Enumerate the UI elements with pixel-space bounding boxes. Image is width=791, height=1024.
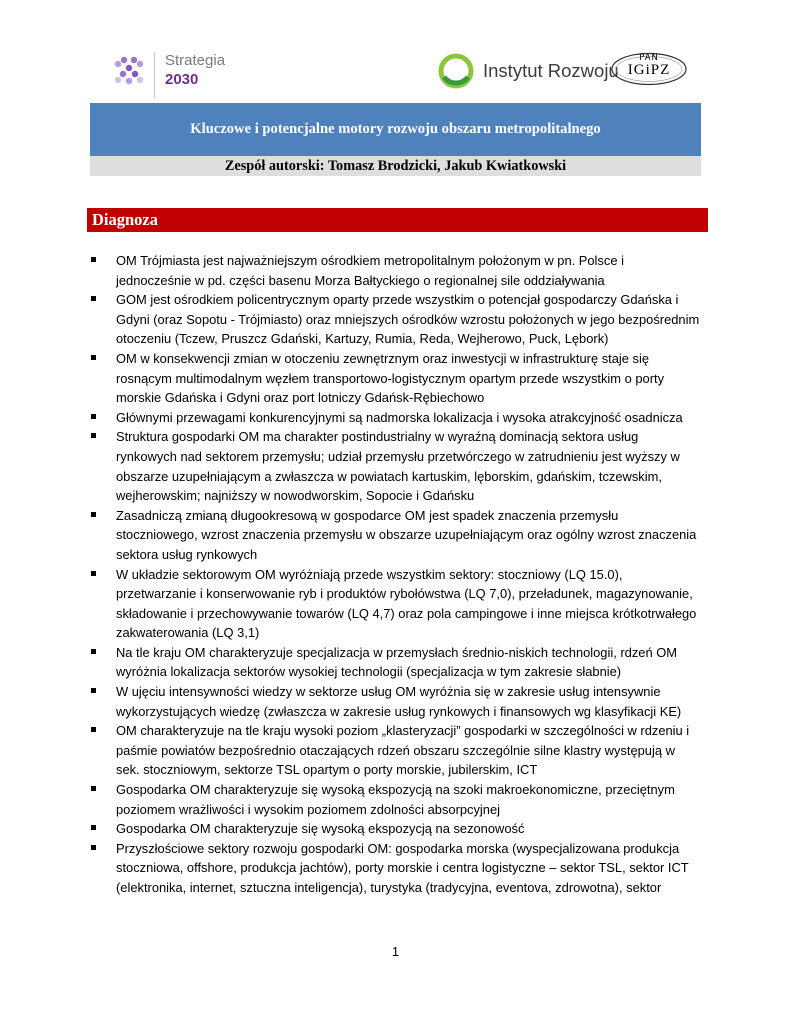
square-bullet-icon [91,414,96,419]
bullet-item [91,506,701,565]
bullet-text: W układzie sektorowym OM wyróżniają przede wszystkim sektory: stoczniowy (LQ 15.0), przetwarzanie i konserwowanie ryb i produktów rybołówstwa (LQ 7,0), przeładunek, magazynowanie, składowanie i przechowywanie towarów (LQ 4,7) oraz pola campingowe i inne miejsca krótkotrwałego zakwaterowania (LQ 3,1) [116,566,697,641]
instytut-rozwoju-ring-icon [438,53,474,89]
instytut-rozwoju-name: Instytut Rozwoju [483,60,619,81]
pan-label: PAN [639,53,659,63]
strategia-2030-logo [112,50,232,104]
square-bullet-icon [91,512,96,517]
bullet-item [91,565,701,643]
bullet-item [91,408,701,428]
bullet-text: OM charakteryzuje na tle kraju wysoki poziom „klasteryzacji” gospodarki w szczególności w rdzeniu i paśmie powiatów bezpośrednio otaczających rdzeń obszaru szczególnie silne klastry występują w sek. stoczniowym, sektorze TSL opartym o porty morskie, jubilerskim, ICT [116,723,690,778]
bullet-text: Na tle kraju OM charakteryzuje specjalizacja w przemysłach średnio-niskich technologii, rdzeń OM wyróżnia lokalizacja sektorów wysokiej technologii (specjalizacja w tym zakresie słabnie) [116,644,677,680]
section-header-diagnoza [87,208,708,232]
bullet-text: Zasadniczą zmianą długookresową w gospodarce OM jest spadek znaczenia przemysłu stoczniowego, wzrost znaczenia przemysłu w obszarze uzupełniającym oraz ogólny wzrost znaczenia sektora usług rynkowych [116,507,697,562]
bullet-item [91,251,701,290]
bullet-text: OM w konsekwencji zmian w otoczeniu zewnętrznym oraz inwestycji w infrastrukturę staje się rosnącym multimodalnym węzłem transportowo-logistycznym opartym przede wszystkim o porty morskie Gdańska i Gdyni oraz port lotniczy Gdańsk-Rębiechowo [116,350,665,406]
diagnosis-bullet-list [91,251,701,898]
instytut-rozwoju-logo [438,53,619,93]
bullet-item [91,780,701,819]
section-title: Diagnoza [92,210,158,229]
document-title: Kluczowe i potencjalne motory rozwoju obszaru metropolitalnego [190,121,601,137]
bullet-item [91,427,701,505]
authors-bar [90,156,701,176]
igipz-label: IGiPZ [627,62,671,78]
bullet-item [91,643,701,682]
square-bullet-icon [91,688,96,693]
strategia-logo-icon [112,54,146,88]
authors-line: Zespół autorski: Tomasz Brodzicki, Jakub Kwiatkowski [224,158,567,174]
bullet-text: Głównymi przewagami konkurencyjnymi są nadmorska lokalizacja i wysoka atrakcyjność osadnicza [116,409,683,425]
bullet-text: OM Trójmiasta jest najważniejszym ośrodkiem metropolitalnym położonym w pn. Polsce i jednocześnie w pd. części basenu Morza Bałtyckiego o regionalnej sile oddziaływania [116,253,624,288]
page-number: 1 [391,944,400,959]
square-bullet-icon [91,786,96,791]
square-bullet-icon [91,355,96,360]
bullet-item [91,349,701,408]
bullet-item [91,682,701,721]
square-bullet-icon [91,845,96,850]
strategia-logo-text: Strategia [165,52,226,69]
square-bullet-icon [91,571,96,576]
bullet-item [91,819,701,839]
square-bullet-icon [91,433,96,438]
bullet-text: GOM jest ośrodkiem policentrycznym oparty przede wszystkim o potencjał gospodarczy Gdańska i Gdyni (oraz Sopotu - Trójmiasto) oraz mniejszych ośrodków wzrostu położonych w jego bezpośrednim otoczeniu (Tczew, Pruszcz Gdański, Kartuzy, Rumia, Reda, Wejherowo, Puck, Lębork) [116,292,700,347]
bullet-text: Przyszłościowe sektory rozwoju gospodarki OM: gospodarka morska (wyspecjalizowana produkcja stoczniowa, offshore, produkcja jachtów), porty morskie i centra logistyczne – sektor TSL, sektor ICT (elektronika, internet, sztuczna inteligencja), turystyka (tradycyjna, eventova, zdrowotna), sektor [116,840,689,895]
bullet-text: Struktura gospodarki OM ma charakter postindustrialny w wyraźną dominacją sektora usług rynkowych nad sektorem przemysłu; udział przemysłu przetwórczego w zatrudnieniu jest wyższy w obszarze uzupełniającym a zwłaszcza w powiatach kartuskim, lęborskim, gdańskim, tczewskim, wejherowskim; najniższy w nowodworskim, Sopocie i Gdańsku [116,429,680,504]
bullet-text: Gospodarka OM charakteryzuje się wysoką ekspozycją na sezonowość [116,821,525,837]
strategia-logo-year: 2030 [165,71,199,88]
bullet-item [91,290,701,349]
square-bullet-icon [91,727,96,732]
title-banner [90,103,701,156]
square-bullet-icon [91,649,96,654]
square-bullet-icon [91,257,96,262]
bullet-text: W ujęciu intensywności wiedzy w sektorze usług OM wyróżnia się w zakresie usług intensywnie wykorzystujących wiedzę (zwłaszcza w zakresie usług rynkowych i finansowych wg klasyfikacji KE) [116,684,682,719]
bullet-item [91,721,701,780]
pan-igipz-logo [610,52,688,88]
bullet-item [91,839,701,898]
square-bullet-icon [91,825,96,830]
bullet-text: Gospodarka OM charakteryzuje się wysoką ekspozycją na szoki makroekonomiczne, przeciętnym poziomem wrażliwości i wysokim poziomem zdolności absorpcyjnej [116,782,675,817]
logo-divider [154,52,155,98]
square-bullet-icon [91,296,96,301]
